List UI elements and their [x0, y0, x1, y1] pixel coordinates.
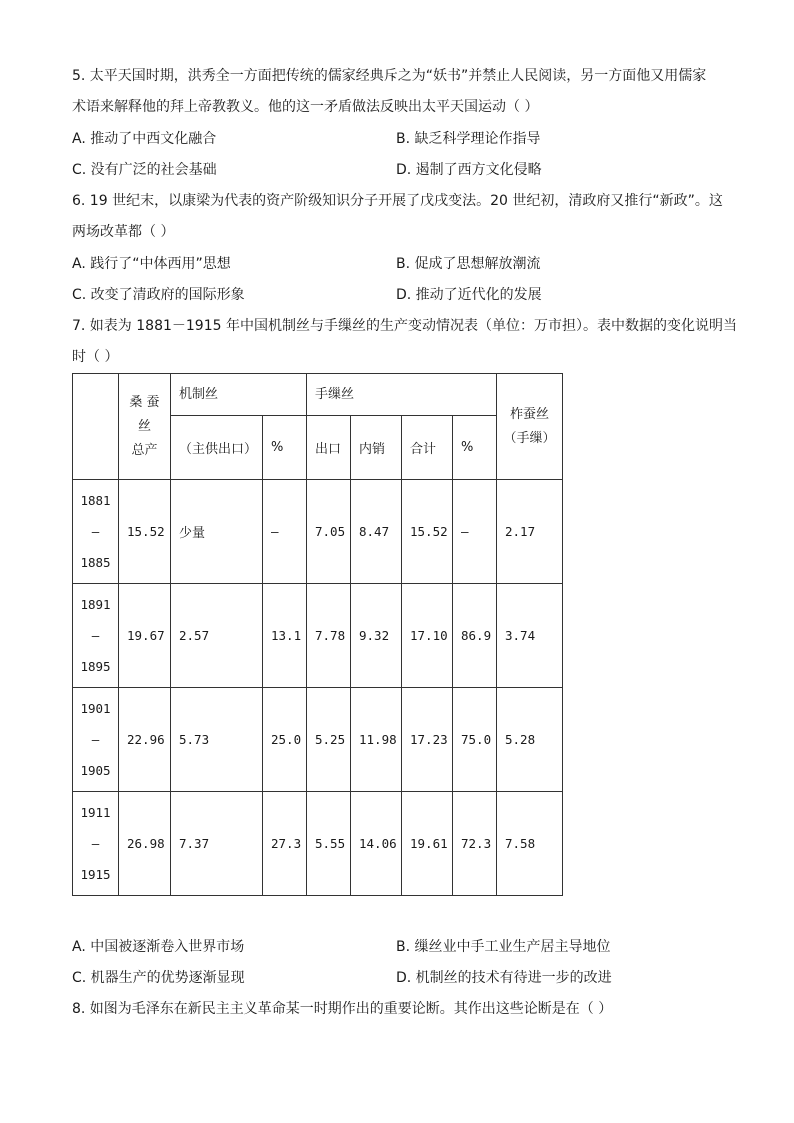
period-start: 1891	[80, 597, 111, 612]
period-dash: —	[91, 732, 100, 747]
q6-option-a[interactable]: A. 践行了“中体西用”思想	[72, 256, 231, 272]
header-hand-pct: %	[453, 416, 497, 480]
header-total-line2: 丝	[137, 418, 151, 434]
cell-machine: 5.73	[171, 688, 263, 792]
header-machine-pct: %	[263, 416, 307, 480]
period-dash: —	[91, 524, 100, 539]
cell-machine-pct: —	[263, 480, 307, 584]
q7-option-d[interactable]: D. 机制丝的技术有待进一步的改进	[396, 970, 612, 986]
cell-hand-pct: 72.3	[453, 792, 497, 896]
header-total-line1: 桑 蚕	[129, 394, 160, 410]
cell-hand-pct: 75.0	[453, 688, 497, 792]
cell-domestic: 8.47	[351, 480, 402, 584]
cell-machine: 7.37	[171, 792, 263, 896]
period-start: 1881	[80, 493, 111, 508]
q7-stem-line2: 时（ ）	[72, 349, 119, 365]
q6-stem-line2: 两场改革都（ ）	[72, 224, 175, 240]
header-hand-domestic: 内销	[351, 416, 402, 480]
period-end: 1895	[80, 659, 111, 674]
period-end: 1915	[80, 867, 111, 882]
cell-machine-pct: 13.1	[263, 584, 307, 688]
table-row	[73, 480, 563, 584]
cell-hand-total: 17.23	[402, 688, 453, 792]
q5-option-d[interactable]: D. 遏制了西方文化侵略	[396, 162, 542, 178]
row-period	[73, 480, 119, 584]
cell-machine-pct: 25.0	[263, 688, 307, 792]
row-period	[73, 688, 119, 792]
silk-production-table	[72, 373, 563, 896]
cell-machine: 2.57	[171, 584, 263, 688]
q5-stem-line1: 5. 太平天国时期，洪秀全一方面把传统的儒家经典斥之为“妖书”并禁止人民阅读，另一方面他又用儒家	[72, 68, 707, 84]
q7-option-c[interactable]: C. 机器生产的优势逐渐显现	[72, 970, 245, 986]
header-tussah-line1: 柞蚕丝	[509, 406, 549, 422]
cell-export: 7.78	[307, 584, 351, 688]
period-dash: —	[91, 836, 100, 851]
cell-tussah: 2.17	[497, 480, 563, 584]
header-total-line3: 总产	[131, 442, 158, 458]
cell-tussah: 3.74	[497, 584, 563, 688]
q6-stem-line1: 6. 19 世纪末，以康梁为代表的资产阶级知识分子开展了戊戌变法。20 世纪初，清政府又推行“新政”。这	[72, 193, 723, 209]
period-end: 1885	[80, 555, 111, 570]
cell-machine-pct: 27.3	[263, 792, 307, 896]
cell-tussah: 5.28	[497, 688, 563, 792]
period-start: 1901	[80, 701, 111, 716]
cell-machine: 少量	[171, 480, 263, 584]
q6-option-b[interactable]: B. 促成了思想解放潮流	[396, 256, 541, 272]
q6-option-c[interactable]: C. 改变了清政府的国际形象	[72, 287, 245, 303]
table-row	[73, 584, 563, 688]
row-period	[73, 792, 119, 896]
header-hand-total: 合计	[402, 416, 453, 480]
table-header-row-1	[73, 374, 563, 416]
cell-total: 26.98	[119, 792, 171, 896]
header-hand-silk: 手缫丝	[307, 374, 497, 416]
cell-hand-total: 15.52	[402, 480, 453, 584]
cell-domestic: 14.06	[351, 792, 402, 896]
cell-domestic: 11.98	[351, 688, 402, 792]
q5-option-a[interactable]: A. 推动了中西文化融合	[72, 131, 217, 147]
header-machine-silk: 机制丝	[171, 374, 307, 416]
table-row	[73, 688, 563, 792]
header-total-output	[119, 374, 171, 480]
header-machine-export: （主供出口）	[171, 416, 263, 480]
cell-hand-pct: 86.9	[453, 584, 497, 688]
q5-stem-line2: 术语来解释他的拜上帝教教义。他的这一矛盾做法反映出太平天国运动（ ）	[72, 99, 539, 115]
header-hand-export: 出口	[307, 416, 351, 480]
cell-hand-total: 17.10	[402, 584, 453, 688]
period-dash: —	[91, 628, 100, 643]
q8-stem-line1: 8. 如图为毛泽东在新民主主义革命某一时期作出的重要论断。其作出这些论断是在（ ）	[72, 1001, 613, 1017]
cell-total: 19.67	[119, 584, 171, 688]
q5-option-c[interactable]: C. 没有广泛的社会基础	[72, 162, 217, 178]
q6-option-d[interactable]: D. 推动了近代化的发展	[396, 287, 542, 303]
header-tussah-silk	[497, 374, 563, 480]
cell-domestic: 9.32	[351, 584, 402, 688]
q7-option-b[interactable]: B. 缫丝业中手工业生产居主导地位	[396, 939, 611, 955]
cell-total: 22.96	[119, 688, 171, 792]
header-tussah-line2: （手缫）	[503, 430, 556, 446]
cell-export: 5.25	[307, 688, 351, 792]
cell-hand-pct: —	[453, 480, 497, 584]
row-period	[73, 584, 119, 688]
q7-option-a[interactable]: A. 中国被逐渐卷入世界市场	[72, 939, 245, 955]
q7-stem-line1: 7. 如表为 1881－1915 年中国机制丝与手缫丝的生产变动情况表（单位：万市担）。表中数据的变化说明当	[72, 318, 737, 334]
cell-tussah: 7.58	[497, 792, 563, 896]
cell-export: 7.05	[307, 480, 351, 584]
period-end: 1905	[80, 763, 111, 778]
cell-hand-total: 19.61	[402, 792, 453, 896]
period-start: 1911	[80, 805, 111, 820]
q5-option-b[interactable]: B. 缺乏科学理论作指导	[396, 131, 541, 147]
table-row	[73, 792, 563, 896]
cell-total: 15.52	[119, 480, 171, 584]
cell-export: 5.55	[307, 792, 351, 896]
header-empty-cell	[73, 374, 119, 480]
